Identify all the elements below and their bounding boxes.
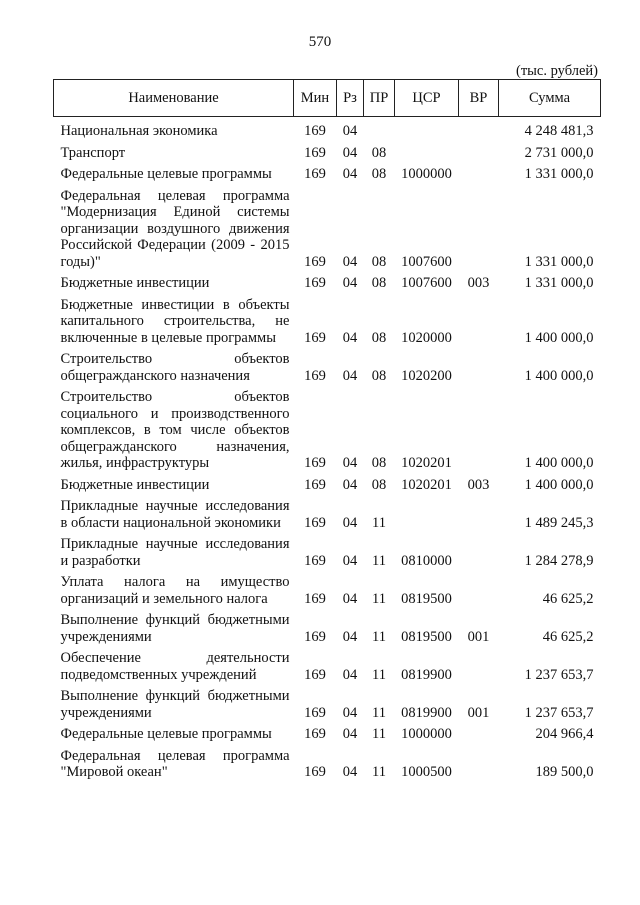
row-name: Строительство объектов социального и производственного комплексов, в том числе объектов общегражданского назначения, жилья, инфраструктуры [60, 389, 290, 471]
row-pr: 08 [371, 455, 387, 471]
table-row [54, 162, 601, 184]
row-rz: 04 [342, 704, 358, 721]
header-name: Наименование [54, 80, 294, 117]
row-min: 169 [304, 552, 326, 569]
row-sum: 189 500,0 [535, 764, 594, 780]
table-row [54, 570, 601, 608]
row-name: Бюджетные инвестиции [60, 275, 210, 291]
table-row [54, 494, 601, 532]
table-row [54, 722, 601, 744]
row-csr: 0819900 [401, 704, 452, 721]
row-name: Федеральные целевые программы [60, 726, 272, 742]
header-csr: ЦСР [395, 80, 459, 117]
row-pr: 11 [372, 726, 386, 742]
row-name: Национальная экономика [60, 123, 218, 139]
row-pr: 08 [371, 275, 387, 291]
table-row [54, 684, 601, 722]
budget-table [53, 79, 601, 782]
row-pr: 11 [372, 666, 386, 683]
row-pr: 11 [372, 514, 386, 531]
row-rz: 04 [342, 628, 358, 645]
row-vr: 001 [467, 628, 490, 645]
table-row [54, 646, 601, 684]
row-name: Уплата налога на имущество организаций и земельного налога [60, 574, 290, 607]
row-pr: 08 [371, 253, 387, 270]
table-row [54, 608, 601, 646]
table-row [54, 117, 601, 141]
row-csr [395, 494, 459, 532]
row-csr: 1000000 [401, 726, 452, 742]
row-name: Прикладные научные исследования в области национальной экономики [60, 498, 290, 531]
row-rz: 04 [342, 726, 358, 742]
table-row [54, 744, 601, 782]
row-pr: 11 [372, 590, 386, 607]
table-header-row [54, 80, 601, 117]
row-csr: 1000000 [401, 166, 452, 182]
row-sum: 46 625,2 [542, 590, 594, 607]
row-name: Транспорт [60, 144, 126, 161]
row-rz: 04 [342, 476, 358, 493]
row-vr [459, 347, 499, 385]
row-pr: 11 [372, 552, 386, 569]
row-sum: 1 331 000,0 [524, 253, 594, 270]
row-rz: 04 [342, 455, 358, 471]
units-label: (тыс. рублей) [516, 63, 598, 79]
table-row [54, 532, 601, 570]
row-sum: 1 400 000,0 [524, 476, 594, 493]
row-min: 169 [304, 275, 326, 291]
row-csr: 1020000 [401, 329, 452, 346]
row-csr: 0819500 [401, 590, 452, 607]
row-rz: 04 [342, 329, 358, 346]
row-rz: 04 [342, 666, 358, 683]
row-min: 169 [304, 704, 326, 721]
row-sum: 1 400 000,0 [524, 367, 594, 384]
row-name: Бюджетные инвестиции в объекты капитального строительства, не включенные в целевые программы [60, 296, 290, 346]
row-vr [459, 293, 499, 348]
row-min: 169 [304, 329, 326, 346]
row-min: 169 [304, 514, 326, 531]
row-name: Выполнение функций бюджетными учреждениями [60, 688, 290, 721]
row-csr [395, 141, 459, 163]
header-pr: ПР [364, 80, 395, 117]
row-vr: 003 [467, 476, 490, 493]
row-vr [459, 494, 499, 532]
row-csr: 1020201 [401, 455, 452, 471]
row-name: Федеральная целевая программа "Мировой океан" [60, 747, 290, 780]
table-row [54, 473, 601, 495]
row-rz: 04 [342, 166, 358, 182]
row-vr [459, 744, 499, 782]
row-rz: 04 [342, 552, 358, 569]
row-vr [459, 646, 499, 684]
table-row [54, 271, 601, 293]
row-vr [459, 722, 499, 744]
row-min: 169 [304, 476, 326, 493]
row-min: 169 [304, 144, 326, 161]
row-rz: 04 [342, 275, 358, 291]
row-pr: 08 [371, 367, 387, 384]
row-rz: 04 [342, 764, 358, 780]
row-name: Федеральные целевые программы [60, 166, 272, 182]
row-sum: 2 731 000,0 [524, 144, 594, 161]
row-vr [459, 117, 499, 141]
row-rz: 04 [342, 367, 358, 384]
row-name: Прикладные научные исследования и разработки [60, 536, 290, 569]
row-min: 169 [304, 455, 326, 471]
row-csr: 1007600 [401, 275, 452, 291]
row-csr: 1020201 [401, 476, 452, 493]
row-rz: 04 [342, 123, 358, 139]
row-csr: 0819900 [401, 666, 452, 683]
table-row [54, 293, 601, 348]
row-min: 169 [304, 253, 326, 270]
row-pr: 08 [371, 476, 387, 493]
row-name: Выполнение функций бюджетными учреждениями [60, 612, 290, 645]
row-vr [459, 162, 499, 184]
row-sum: 1 331 000,0 [524, 166, 594, 182]
table-row [54, 184, 601, 272]
row-sum: 1 400 000,0 [524, 329, 594, 346]
row-csr: 1007600 [401, 253, 452, 270]
row-sum: 4 248 481,3 [524, 123, 594, 139]
row-min: 169 [304, 590, 326, 607]
row-pr: 11 [372, 628, 386, 645]
row-rz: 04 [342, 590, 358, 607]
table-row [54, 347, 601, 385]
row-sum: 1 331 000,0 [524, 275, 594, 291]
row-sum: 1 237 653,7 [524, 704, 594, 721]
row-rz: 04 [342, 253, 358, 270]
row-min: 169 [304, 166, 326, 182]
row-vr: 003 [467, 275, 490, 291]
row-rz: 04 [342, 144, 358, 161]
row-vr [459, 184, 499, 272]
row-pr: 11 [372, 764, 386, 780]
header-min: Мин [294, 80, 337, 117]
row-csr: 0810000 [401, 552, 452, 569]
row-vr [459, 385, 499, 473]
row-csr: 0819500 [401, 628, 452, 645]
row-csr: 1000500 [401, 764, 452, 780]
row-csr [395, 117, 459, 141]
row-pr: 11 [372, 704, 386, 721]
table-row [54, 385, 601, 473]
row-pr: 08 [371, 329, 387, 346]
row-vr: 001 [467, 704, 490, 721]
row-min: 169 [304, 628, 326, 645]
row-sum: 204 966,4 [535, 726, 594, 742]
row-pr: 08 [371, 166, 387, 182]
row-pr [364, 117, 395, 141]
row-sum: 1 400 000,0 [524, 455, 594, 471]
row-vr [459, 532, 499, 570]
row-name: Федеральная целевая программа "Модернизация Единой системы организации воздушного движения Российской Федерации (2009 - 2015 годы)" [60, 187, 290, 270]
row-pr: 08 [371, 144, 387, 161]
row-sum: 1 237 653,7 [524, 666, 594, 683]
header-sum: Сумма [499, 80, 601, 117]
row-min: 169 [304, 726, 326, 742]
row-vr [459, 141, 499, 163]
row-min: 169 [304, 666, 326, 683]
row-rz: 04 [342, 514, 358, 531]
row-name: Строительство объектов общегражданского назначения [60, 351, 290, 384]
row-name: Бюджетные инвестиции [60, 476, 210, 493]
table-row [54, 141, 601, 163]
row-sum: 46 625,2 [542, 628, 594, 645]
row-min: 169 [304, 764, 326, 780]
row-name: Обеспечение деятельности подведомственных учреждений [60, 650, 290, 683]
budget-table-container [53, 79, 600, 782]
page-number: 570 [308, 34, 332, 50]
row-vr [459, 570, 499, 608]
row-csr: 1020200 [401, 367, 452, 384]
header-vr: ВР [459, 80, 499, 117]
row-min: 169 [304, 367, 326, 384]
header-rz: Рз [337, 80, 364, 117]
row-min: 169 [304, 123, 326, 139]
row-sum: 1 489 245,3 [524, 514, 594, 531]
row-sum: 1 284 278,9 [524, 552, 594, 569]
table-body [54, 117, 601, 782]
